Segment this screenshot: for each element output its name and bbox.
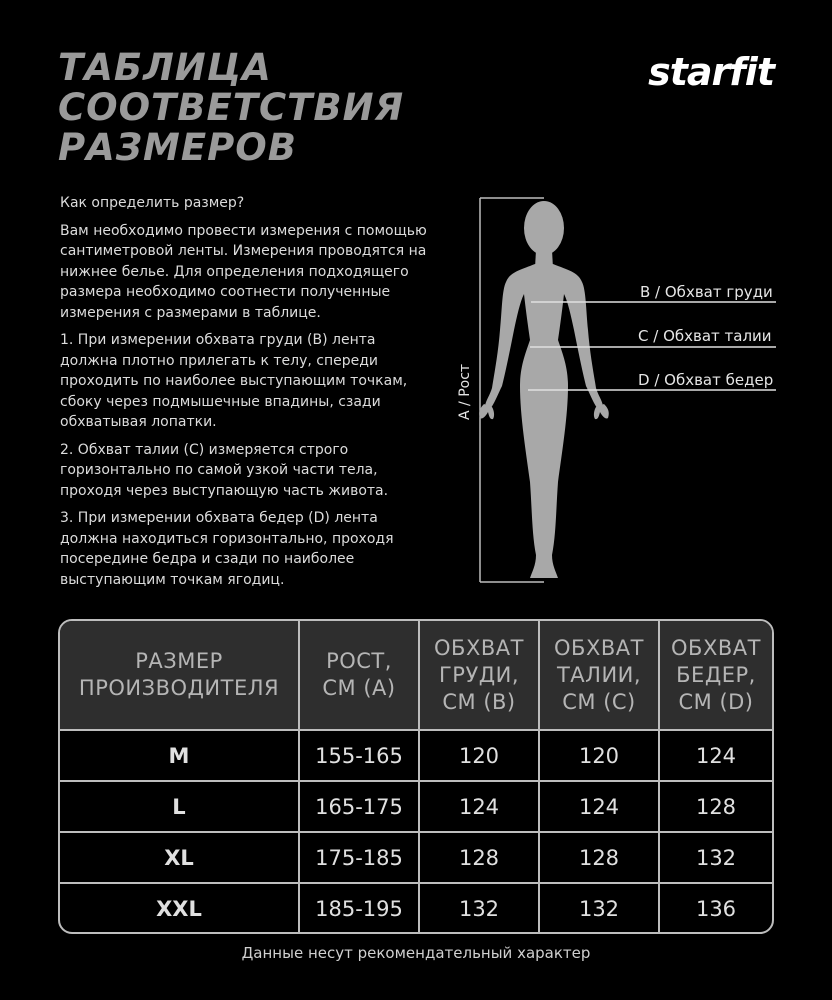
header-size: РАЗМЕР ПРОИЗВОДИТЕЛЯ — [60, 621, 299, 730]
header-hips: ОБХВАТ БЕДЕР, СМ (D) — [659, 621, 772, 730]
cell-waist: 124 — [539, 781, 659, 832]
cell-chest: 124 — [419, 781, 539, 832]
table-row — [60, 781, 772, 832]
instructions-paragraph: Вам необходимо провести измерения с помощью сантиметровой ленты. Измерения проводятся на нижнее белье. Для определения подходящего размера необходимо соотнести полученные измерения с размерами в таблице. — [60, 222, 427, 321]
header-waist: ОБХВАТ ТАЛИИ, СМ (С) — [539, 621, 659, 730]
cell-size: XXL — [60, 883, 299, 933]
table-row — [60, 883, 772, 933]
disclaimer: Данные несут рекомендательный характер — [241, 944, 591, 962]
cell-waist: 128 — [539, 832, 659, 883]
cell-hips: 132 — [659, 832, 772, 883]
table-row — [60, 730, 772, 781]
cell-height: 185-195 — [299, 883, 419, 933]
cell-hips: 128 — [659, 781, 772, 832]
cell-height: 165-175 — [299, 781, 419, 832]
instructions-heading: Как определить размер? — [60, 195, 245, 211]
brand-logo: starfit — [648, 50, 774, 94]
cell-height: 175-185 — [299, 832, 419, 883]
header-chest: ОБХВАТ ГРУДИ, СМ (В) — [419, 621, 539, 730]
instructions-hips: 3. При измерении обхвата бедер (D) лента должна находиться горизонтально, проходя посередине бедра и сзади по наиболее выступающим точкам ягодиц. — [60, 510, 394, 588]
title-line: СООТВЕТСТВИЯ — [58, 86, 405, 129]
cell-chest: 132 — [419, 883, 539, 933]
height-label: A / Рост — [457, 363, 473, 420]
cell-waist: 132 — [539, 883, 659, 933]
body-silhouette-svg — [440, 190, 800, 590]
cell-chest: 120 — [419, 730, 539, 781]
body-measurement-figure — [440, 190, 800, 590]
title-line: РАЗМЕРОВ — [58, 126, 297, 169]
cell-hips: 124 — [659, 730, 772, 781]
cell-height: 155-165 — [299, 730, 419, 781]
cell-size: M — [60, 730, 299, 781]
size-table — [58, 619, 774, 934]
page-title — [58, 48, 404, 168]
size-table-grid — [60, 621, 772, 933]
cell-waist: 120 — [539, 730, 659, 781]
table-row — [60, 832, 772, 883]
cell-size: XL — [60, 832, 299, 883]
hip-label: D / Обхват бедер — [638, 371, 774, 389]
cell-chest: 128 — [419, 832, 539, 883]
instructions-chest: 1. При измерении обхвата груди (В) лента должна плотно прилегать к телу, спереди проходить по наиболее выступающим точкам, сбоку через подмышечные впадины, сзади обхватывая лопатки. — [60, 332, 408, 430]
cell-size: L — [60, 781, 299, 832]
header-height: РОСТ, СМ (А) — [299, 621, 419, 730]
title-line: ТАБЛИЦА — [58, 46, 272, 89]
instructions — [60, 193, 430, 597]
cell-hips: 136 — [695, 896, 737, 921]
table-header-row — [60, 621, 772, 730]
instructions-waist: 2. Обхват талии (С) измеряется строго горизонтально по самой узкой части тела, проходя через выступающую часть живота. — [60, 441, 389, 499]
waist-label: C / Обхват талии — [638, 327, 772, 345]
chest-label: B / Обхват груди — [640, 283, 773, 301]
